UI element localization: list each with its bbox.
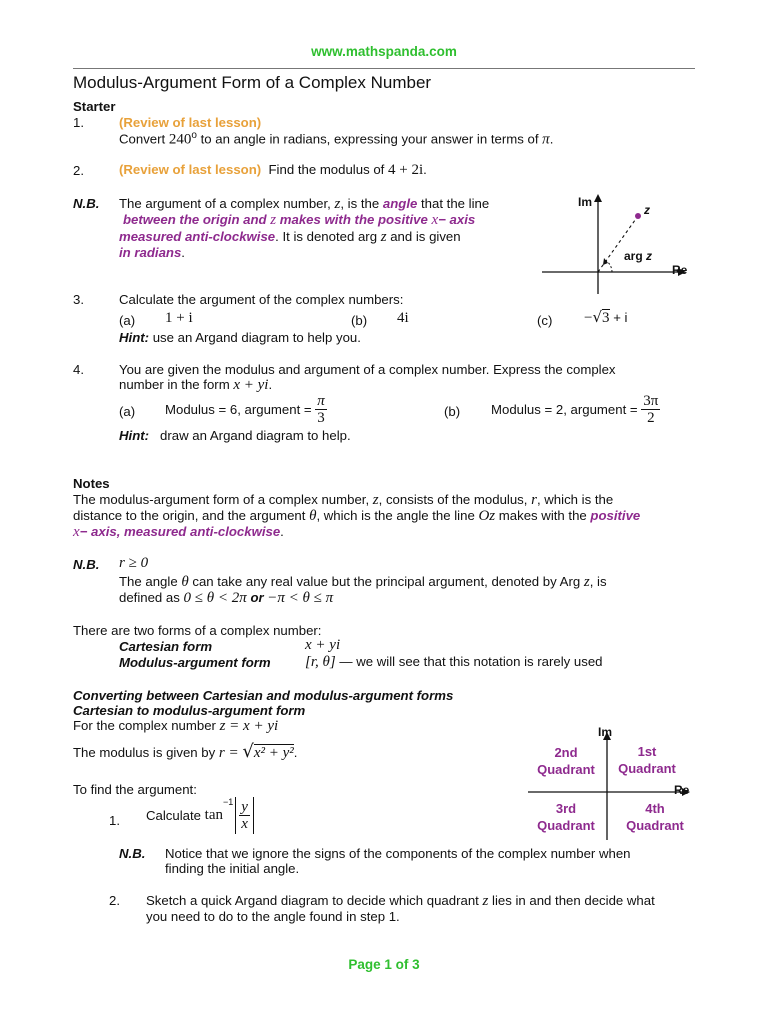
step-nb-line-2: finding the initial angle.: [165, 861, 300, 876]
quadrant-3: 3rd Quadrant: [537, 801, 595, 833]
arg-arrow-icon: [603, 258, 608, 265]
quadrant-2: 2nd Quadrant: [537, 745, 595, 777]
q3b-expr: 4i: [397, 310, 409, 326]
q3a-label: (a): [119, 313, 136, 328]
modulus-formula: The modulus is given by r = √x² + y².: [73, 741, 298, 762]
for-complex-number: For the complex number z = x + yi: [73, 718, 279, 734]
page-number: Page 1 of 3: [348, 957, 420, 972]
q4a-label: (a): [119, 404, 136, 419]
q4-hint: Hint: draw an Argand diagram to help.: [119, 428, 351, 443]
q2-text: (Review of last lesson) Find the modulus of 4 + 2i.: [119, 162, 427, 178]
z-point: [635, 213, 641, 219]
quadrant-1: 1st Quadrant: [618, 744, 676, 776]
diagram1-re-label: Re: [672, 263, 688, 277]
mod-arg-expr: [r, θ] — we will see that this notation is rarely used: [305, 654, 603, 670]
nb-line-2: between the origin and z makes with the positive x− axis: [123, 212, 476, 228]
q4b-label: (b): [444, 404, 461, 419]
q1-number: 1.: [73, 115, 84, 130]
forms-intro: There are two forms of a complex number:: [73, 623, 322, 638]
step2-number: 2.: [109, 893, 120, 908]
notes-heading: Notes: [73, 476, 110, 491]
q1-text: Convert 240$^o$ to an angle in radians, expressing your answer in terms of π.: [119, 130, 554, 148]
notes-nb-line-3: defined as 0 ≤ θ < 2π or −π < θ ≤ π: [119, 590, 334, 606]
step2-line-1: Sketch a quick Argand diagram to decide which quadrant z lies in and then decide what: [146, 893, 655, 909]
notes-nb-label: N.B.: [73, 557, 100, 572]
quadrant-4: 4th Quadrant: [626, 801, 684, 833]
q3c-label: (c): [537, 313, 553, 328]
cartesian-expr: x + yi: [305, 637, 341, 653]
converting-heading: Converting between Cartesian and modulus-argument forms: [73, 688, 454, 703]
find-argument: To find the argument:: [73, 782, 197, 797]
page-title: Modulus-Argument Form of a Complex Number: [73, 73, 432, 92]
notes-nb-expr: r ≥ 0: [119, 555, 149, 571]
q4a-text: Modulus = 6, argument = $\frac{\pi}{3}$: [165, 393, 325, 426]
q4-number: 4.: [73, 362, 84, 377]
step1-number: 1.: [109, 813, 120, 828]
step1-text: Calculate $\tan^{-1}$ $\frac{y}{x}$: [146, 797, 254, 834]
q3b-label: (b): [351, 313, 368, 328]
nb-line-4: in radians.: [119, 245, 185, 260]
q4-line-2: number in the form x + yi.: [119, 377, 273, 393]
step-nb-label: N.B.: [119, 846, 146, 861]
nb-line-3: measured anti-clockwise. It is denoted arg z and is given: [119, 229, 461, 245]
nb-line-1: The argument of a complex number, z, is the angle that the line: [119, 196, 490, 212]
quad-im-label: Im: [598, 725, 613, 739]
cartesian-label: Cartesian form: [119, 639, 213, 654]
q1-review: (Review of last lesson): [119, 115, 262, 130]
diagram1-z-label: z: [644, 203, 650, 217]
q3-number: 3.: [73, 292, 84, 307]
cart-to-mod-heading: Cartesian to modulus-argument form: [73, 703, 306, 718]
notes-line-1: The modulus-argument form of a complex number, z, consists of the modulus, r, which is the: [73, 492, 614, 508]
notes-line-3: x− axis, measured anti-clockwise.: [73, 524, 284, 540]
notes-line-2: distance to the origin, and the argument θ, which is the angle the line Oz makes with the positive: [73, 508, 641, 524]
mod-arg-label: Modulus-argument form: [119, 655, 271, 670]
website-link[interactable]: www.mathspanda.com: [311, 44, 457, 59]
q2-number: 2.: [73, 163, 84, 178]
q3c-expr: −√3 + i: [584, 308, 628, 326]
step2-line-2: you need to do to the angle found in step 1.: [146, 909, 400, 924]
quad-re-label: Re: [674, 783, 690, 797]
q3a-expr: 1 + i: [165, 310, 193, 326]
diagram1-im-label: Im: [578, 195, 593, 209]
q4b-text: Modulus = 2, argument = $\frac{3\pi}{2}$: [491, 393, 659, 426]
step-nb-line-1: Notice that we ignore the signs of the components of the complex number when: [165, 846, 631, 861]
header-rule: [73, 68, 695, 69]
nb-label: N.B.: [73, 196, 100, 211]
q3-text: Calculate the argument of the complex numbers:: [119, 292, 404, 307]
argand-diagram-arg: [530, 190, 710, 300]
notes-nb-line-2: The angle θ can take any real value but the principal argument, denoted by Arg z, is: [119, 574, 607, 590]
q4-line-1: You are given the modulus and argument of a complex number. Express the complex: [119, 362, 616, 377]
q3-hint: Hint: use an Argand diagram to help you.: [119, 330, 361, 345]
starter-heading: Starter: [73, 99, 116, 114]
im-arrow-icon: [594, 194, 602, 202]
diagram1-arg-label: arg z: [624, 249, 653, 263]
